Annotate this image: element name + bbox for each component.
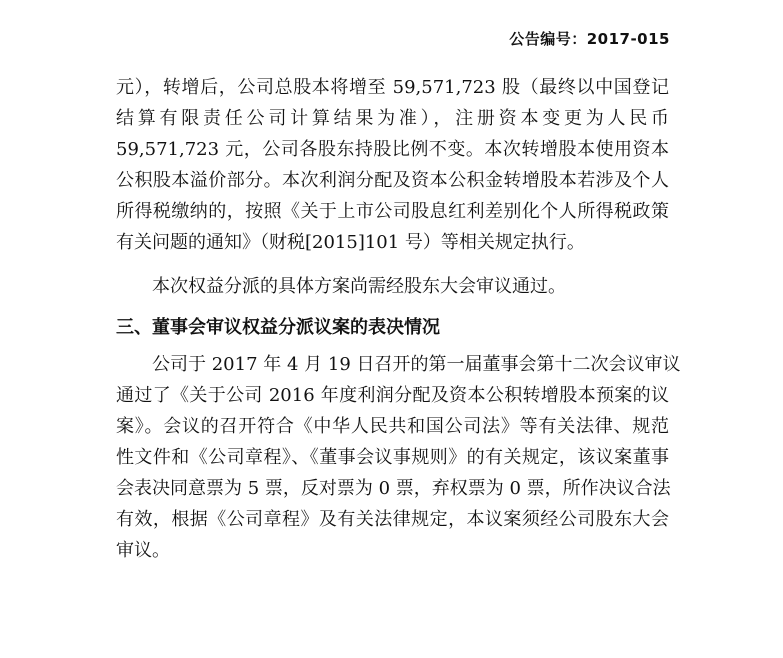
document-body — [116, 72, 681, 566]
paragraph-line: 结算有限责任公司计算结果为准），注册资本变更为人民币 — [116, 108, 669, 129]
paragraph-line: 59,571,723 元，公司各股东持股比例不变。本次转增股本使用资本 — [116, 139, 669, 160]
paragraph-shareholder-approval: 本次权益分派的具体方案尚需经股东大会审议通过。 — [152, 276, 566, 297]
paragraph-line: 会表决同意票为 5 票，反对票为 0 票，弃权票为 0 票，所作决议合法 — [116, 478, 671, 499]
paragraph-line: 性文件和《公司章程》、《董事会议事规则》的有关规定，该议案董事 — [116, 447, 669, 468]
paragraph-line: 审议。 — [116, 540, 170, 561]
paragraph-line: 案》。会议的召开符合《中华人民共和国公司法》等有关法律、规范 — [116, 416, 669, 437]
paragraph-line: 公积股本溢价部分。本次利润分配及资本公积金转增股本若涉及个人 — [116, 170, 669, 191]
paragraph-line: 通过了《关于公司 2016 年度利润分配及资本公积转增股本预案的议 — [116, 385, 669, 406]
paragraph-capital-increase — [116, 72, 669, 258]
paragraph-line: 有效，根据《公司章程》及有关法律规定，本议案须经公司股东大会 — [116, 509, 669, 530]
paragraph-line: 所得税缴纳的，按照《关于上市公司股息红利差别化个人所得税政策 — [116, 201, 669, 222]
paragraph-line: 元），转增后，公司总股本将增至 59,571,723 股（最终以中国登记 — [116, 77, 669, 98]
paragraph-line: 有关问题的通知》（财税[2015]101 号）等相关规定执行。 — [116, 232, 585, 253]
paragraph-line: 公司于 2017 年 4 月 19 日召开的第一届董事会第十二次会议审议 — [152, 354, 681, 375]
section-heading: 三、董事会审议权益分派议案的表决情况 — [116, 317, 440, 338]
paragraph-board-voting — [116, 349, 681, 566]
announcement-number: 公告编号：2017-015 — [509, 30, 670, 48]
